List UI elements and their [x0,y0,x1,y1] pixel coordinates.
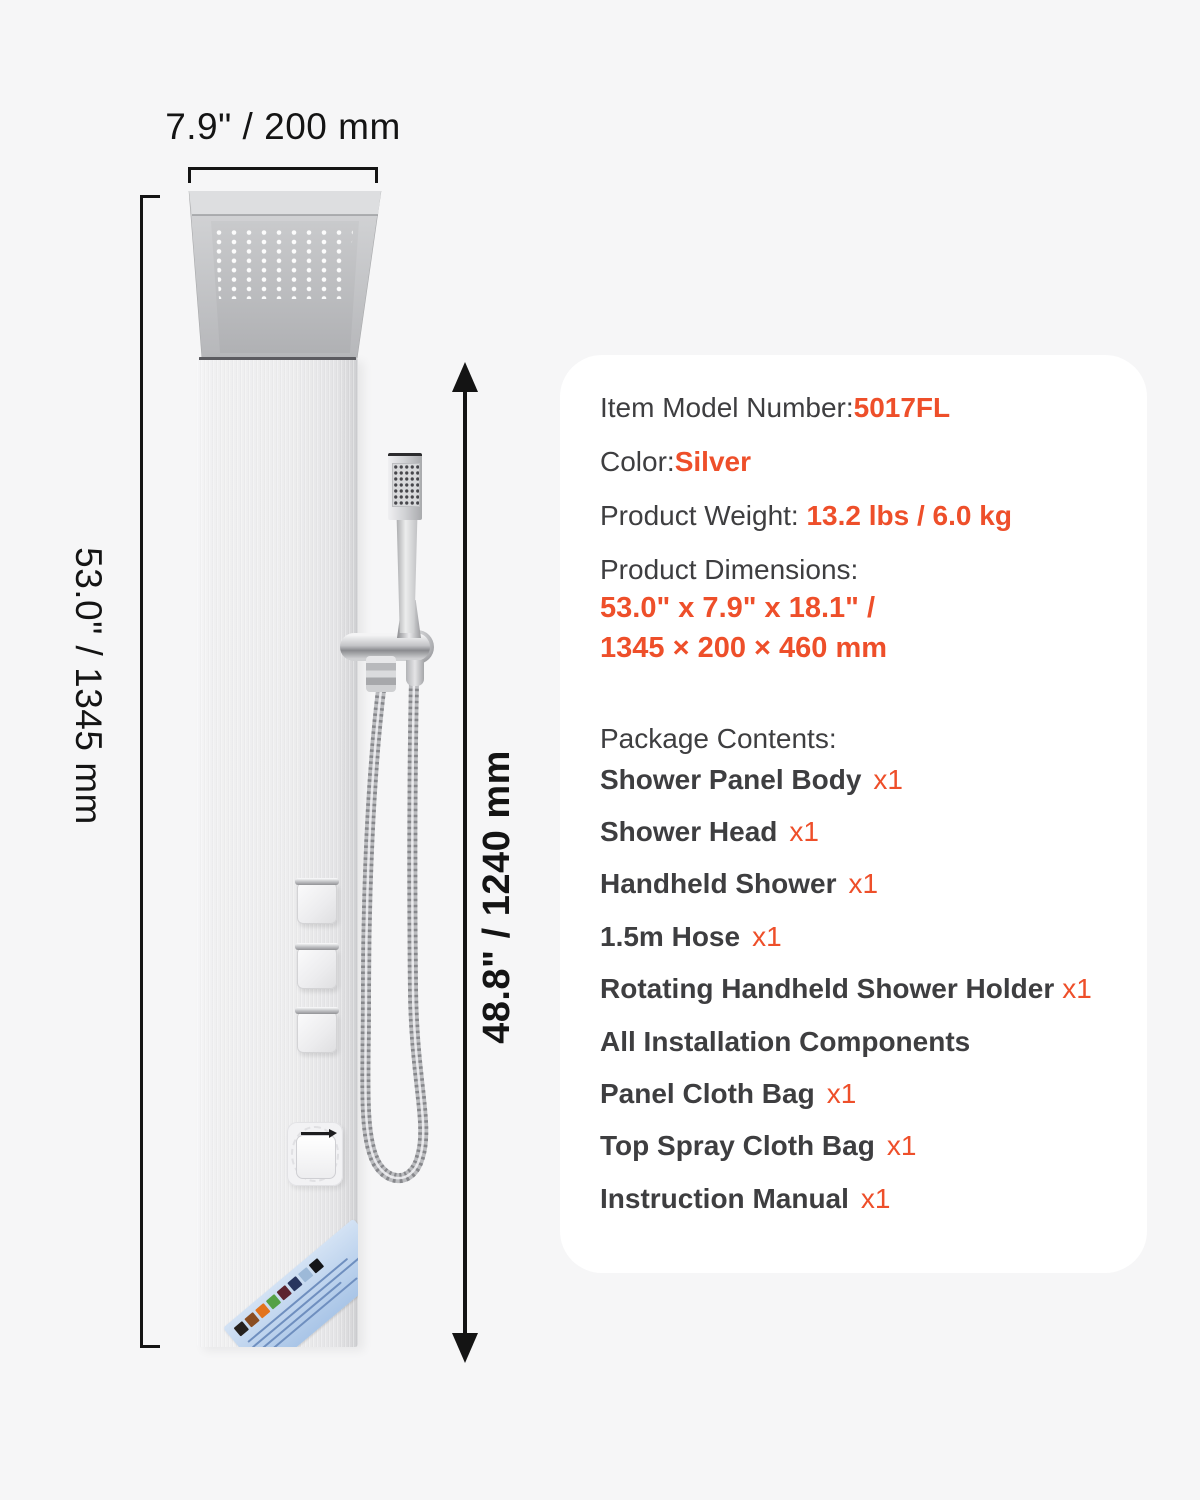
package-item: Handheld Shower x1 [600,868,879,899]
body-jet-1 [297,882,337,924]
handheld-shower-head [388,453,422,520]
spec-label: Product Dimensions: [600,554,859,585]
package-item: Shower Panel Body x1 [600,764,903,795]
body-jet-3 [297,1011,337,1053]
diverter-valve [287,1122,343,1186]
package-item: Shower Head x1 [600,816,819,847]
spec-value: Silver [674,446,751,477]
shower-panel-body [197,357,358,1347]
total-height-dimension-label: 53.0" / 1345 mm [68,547,109,825]
package-contents-title: Package Contents: [600,723,837,754]
handheld-nozzle-grid [392,463,420,507]
width-dimension-bracket [188,167,378,183]
spec-row-color [600,445,1117,479]
spec-row-weight [600,499,1117,533]
shower-head-graphic [185,191,385,361]
total-height-dimension-bracket [140,195,160,1348]
width-dimension-label: 7.9" / 200 mm [165,106,401,147]
shower-hose-graphic [340,660,452,1200]
package-item: Rotating Handheld Shower Holder x1 [600,973,1092,1004]
spec-dimensions-line1: 53.0" x 7.9" x 18.1" / [600,592,876,624]
package-item: All Installation Components [600,1026,971,1057]
spec-value: 5017FL [853,392,951,423]
valve-knob [296,1135,336,1179]
package-item: Instruction Manual x1 [600,1183,891,1214]
spec-card [560,355,1147,1273]
hose-nut-connector [366,656,396,692]
panel-height-dimension-label: 48.8" / 1240 mm [476,750,518,1044]
valve-lever [301,1132,331,1135]
body-jet-2 [297,947,337,989]
hose-elbow-connector [406,660,424,686]
spec-label: Item Model Number: [600,392,854,423]
package-item: Panel Cloth Bag x1 [600,1078,857,1109]
package-item: Top Spray Cloth Bag x1 [600,1130,917,1161]
spec-dimensions-line2: 1345 × 200 × 460 mm [600,632,888,664]
spec-row-model [600,391,1117,425]
head-panel-seam [199,357,356,360]
package-item: 1.5m Hose x1 [600,921,782,952]
spec-value: 13.2 lbs / 6.0 kg [806,500,1012,531]
brushed-metal-texture [197,357,358,1347]
spec-row-dimensions-label [600,553,1117,587]
spec-label: Product Weight: [600,500,807,531]
spec-label: Color: [600,446,675,477]
